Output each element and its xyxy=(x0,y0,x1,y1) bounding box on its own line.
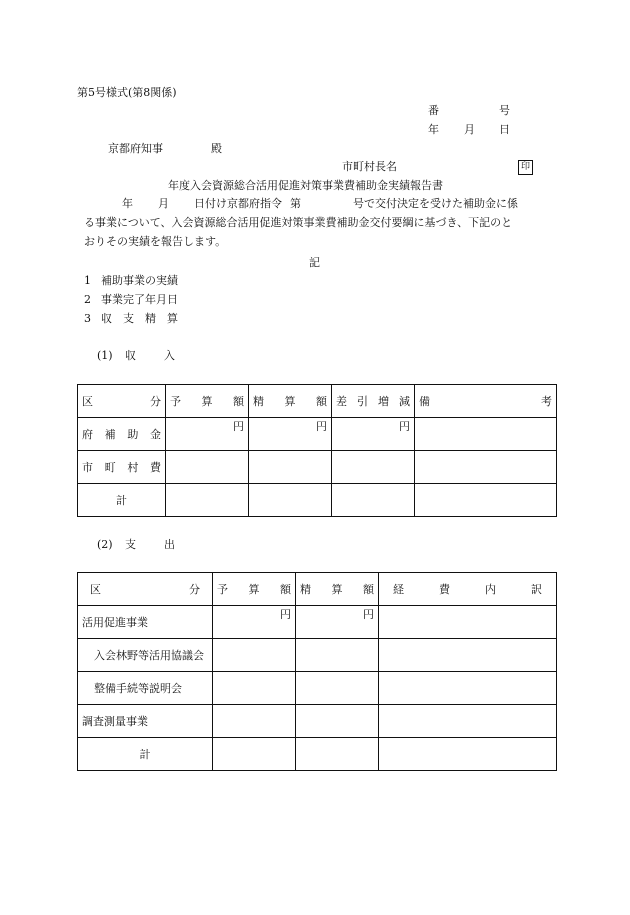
expense-header-naiyaku: 経 費 内 訳 xyxy=(379,573,557,606)
income-header-sashihiki: 差 引 増 減 xyxy=(332,385,415,418)
expense-row-label: 調査測量事業 xyxy=(78,705,213,738)
item-3-num: 3 xyxy=(84,312,91,325)
expense-cell xyxy=(379,606,557,639)
item-1-label: 補助事業の実績 xyxy=(101,274,178,287)
expense-yen-yosan: 円 xyxy=(213,606,296,639)
expense-cell xyxy=(379,672,557,705)
expense-row-label: 入会林野等活用協議会 xyxy=(78,639,213,672)
table-row xyxy=(78,705,557,738)
expense-cell xyxy=(213,639,296,672)
income-table xyxy=(77,384,557,517)
table-row xyxy=(78,484,557,517)
expense-table xyxy=(77,572,557,771)
seal-mark: 印 xyxy=(518,160,533,175)
expense-header-row xyxy=(78,573,557,606)
sender-name-label: 市町村長名 xyxy=(342,160,397,173)
income-header-row xyxy=(78,385,557,418)
income-row-label: 市 町 村 費 xyxy=(78,451,166,484)
income-cell xyxy=(332,484,415,517)
addressee: 京都府知事 xyxy=(108,142,163,155)
income-header-seisan: 精 算 額 xyxy=(249,385,332,418)
income-cell xyxy=(166,484,249,517)
expense-header-seisan: 精 算 額 xyxy=(296,573,379,606)
income-cell xyxy=(249,451,332,484)
income-cell xyxy=(415,484,557,517)
expense-total-label: 計 xyxy=(78,738,213,771)
expense-cell xyxy=(213,672,296,705)
table-row xyxy=(78,738,557,771)
expense-cell xyxy=(296,738,379,771)
table-row xyxy=(78,606,557,639)
expense-heading-char2: 出 xyxy=(164,538,175,551)
number-label: 番 xyxy=(428,104,439,117)
form-number: 第5号様式(第8関係) xyxy=(77,86,177,99)
ki-heading: 記 xyxy=(309,256,320,269)
income-heading-num: (1) xyxy=(97,349,113,362)
income-cell xyxy=(415,451,557,484)
date-month: 月 xyxy=(464,123,475,136)
expense-cell xyxy=(296,705,379,738)
expense-row-label: 活用促進事業 xyxy=(78,606,213,639)
expense-row-label: 整備手続等説明会 xyxy=(78,672,213,705)
item-1-num: 1 xyxy=(84,274,91,287)
expense-cell xyxy=(379,639,557,672)
number-suffix: 号 xyxy=(499,104,510,117)
income-cell-biko xyxy=(415,418,557,451)
addressee-honorific: 殿 xyxy=(211,142,222,155)
income-total-label: 計 xyxy=(78,484,166,517)
income-yen-yosan: 円 xyxy=(166,418,249,451)
body-order-ref: 日付け京都府指令 xyxy=(194,197,282,210)
income-cell xyxy=(166,451,249,484)
date-year: 年 xyxy=(428,123,439,136)
expense-cell xyxy=(296,672,379,705)
income-header-kubun: 区 分 xyxy=(78,385,166,418)
expense-header-yosan: 予 算 額 xyxy=(213,573,296,606)
expense-heading-char1: 支 xyxy=(125,538,136,551)
body-line1-tail: 号で交付決定を受けた補助金に係 xyxy=(353,197,518,210)
income-yen-seisan: 円 xyxy=(249,418,332,451)
body-month: 月 xyxy=(158,197,169,210)
body-dai: 第 xyxy=(290,197,301,210)
income-heading-char1: 収 xyxy=(125,349,136,362)
income-heading-char2: 入 xyxy=(164,349,175,362)
date-day: 日 xyxy=(499,123,510,136)
document-title: 年度入会資源総合活用促進対策事業費補助金実績報告書 xyxy=(168,179,443,192)
income-cell xyxy=(249,484,332,517)
item-3-label: 収 支 精 算 xyxy=(101,312,178,325)
income-header-biko: 備 考 xyxy=(415,385,557,418)
table-row xyxy=(78,451,557,484)
expense-yen-seisan: 円 xyxy=(296,606,379,639)
expense-cell xyxy=(296,639,379,672)
expense-cell xyxy=(379,738,557,771)
table-row xyxy=(78,418,557,451)
table-row xyxy=(78,672,557,705)
income-header-yosan: 予 算 額 xyxy=(166,385,249,418)
expense-heading-num: (2) xyxy=(97,538,113,551)
item-2-num: 2 xyxy=(84,293,91,306)
item-2-label: 事業完了年月日 xyxy=(101,293,178,306)
expense-header-kubun: 区 分 xyxy=(78,573,213,606)
body-year: 年 xyxy=(122,197,133,210)
income-row-label: 府 補 助 金 xyxy=(78,418,166,451)
expense-cell xyxy=(379,705,557,738)
body-line2: る事業について、入会資源総合活用促進対策事業費補助金交付要綱に基づき、下記のと xyxy=(84,216,513,229)
expense-cell xyxy=(213,705,296,738)
table-row xyxy=(78,639,557,672)
income-cell xyxy=(332,451,415,484)
income-yen-sashihiki: 円 xyxy=(332,418,415,451)
expense-cell xyxy=(213,738,296,771)
body-line3: おりその実績を報告します。 xyxy=(84,235,227,248)
